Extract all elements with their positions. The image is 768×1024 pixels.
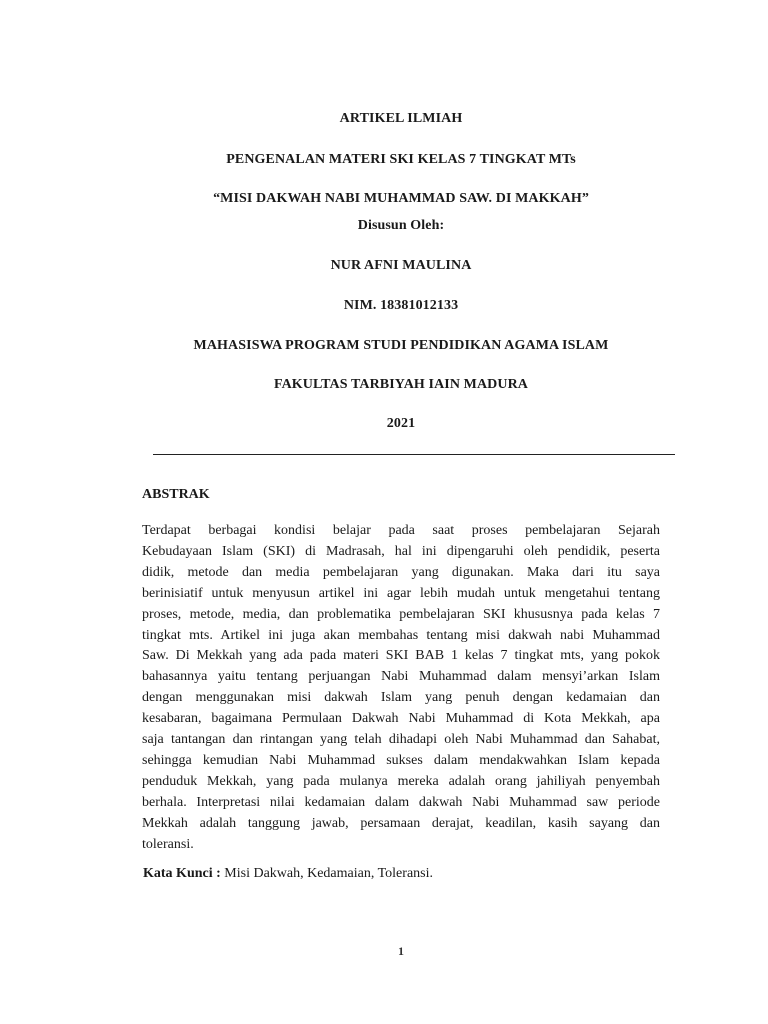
abstract-line: tingkat mts. Artikel ini juga akan membahas tentang misi dakwah nabi Muhammad (142, 627, 660, 643)
abstract-line: berinisiatif untuk menyusun artikel ini agar lebih mudah untuk mengetahui tentang (142, 585, 660, 601)
keywords-label: Kata Kunci : (143, 866, 221, 881)
publication-year: 2021 (386, 416, 416, 431)
student-id: NIM. 18381012133 (343, 298, 459, 313)
horizontal-divider (153, 454, 675, 455)
compiled-by-label: Disusun Oleh: (357, 218, 445, 233)
article-subtitle: PENGENALAN MATERI SKI KELAS 7 TINGKAT MTs (226, 152, 576, 167)
page-number: 1 (398, 944, 404, 958)
abstract-line: Saw. Di Mekkah yang ada pada materi SKI BAB 1 kelas 7 tingkat mts, yang pokok (142, 648, 660, 664)
abstract-line: Mekkah adalah tanggung jawab, persamaan derajat, keadilan, kasih sayang dan (142, 815, 660, 831)
study-program: MAHASISWA PROGRAM STUDI PENDIDIKAN AGAMA ISLAM (193, 338, 609, 353)
author-name: NUR AFNI MAULINA (330, 258, 472, 273)
article-topic-title: “MISI DAKWAH NABI MUHAMMAD SAW. DI MAKKAH” (213, 191, 589, 206)
abstract-line: berhala. Interpretasi nilai kedamaian dalam dakwah Nabi Muhammad saw periode (142, 794, 660, 810)
abstract-line: penduduk Mekkah, yang pada mulanya mereka adalah orang jahiliyah penyembah (142, 773, 660, 789)
abstract-body (142, 521, 660, 856)
faculty-name: FAKULTAS TARBIYAH IAIN MADURA (273, 377, 529, 392)
abstract-line: Terdapat berbagai kondisi belajar pada saat proses pembelajaran Sejarah (142, 523, 660, 538)
abstract-line: didik, metode dan media pembelajaran yang digunakan. Maka dari itu saya (142, 564, 660, 580)
keywords (143, 866, 433, 882)
abstract-line: saja tantangan dan rintangan yang telah dihadapi oleh Nabi Muhammad dan Sahabat, (142, 732, 660, 748)
abstract-line: proses, metode, media, dan problematika pembelajaran SKI khususnya pada kelas 7 (142, 606, 660, 622)
abstract-line: kesabaran, bagaimana Permulaan Dakwah Nabi Muhammad di Kota Mekkah, apa (142, 711, 660, 727)
abstract-line: Kebudayaan Islam (SKI) di Madrasah, hal ini dipengaruhi oleh pendidik, peserta (142, 543, 660, 559)
keywords-value: Misi Dakwah, Kedamaian, Toleransi. (220, 866, 433, 881)
abstract-line: dengan menggunakan misi dakwah Islam yang penuh dengan kedamaian dan (142, 690, 660, 706)
article-type-heading: ARTIKEL ILMIAH (339, 111, 463, 126)
abstract-line: toleransi. (142, 836, 194, 852)
abstract-heading: ABSTRAK (142, 487, 210, 502)
abstract-line: bahasannya yaitu tentang perjuangan Nabi Muhammad dalam mensyi’arkan Islam (142, 669, 660, 685)
abstract-line: sehingga kemudian Nabi Muhammad sukses dalam mendakwahkan Islam kepada (142, 752, 660, 768)
